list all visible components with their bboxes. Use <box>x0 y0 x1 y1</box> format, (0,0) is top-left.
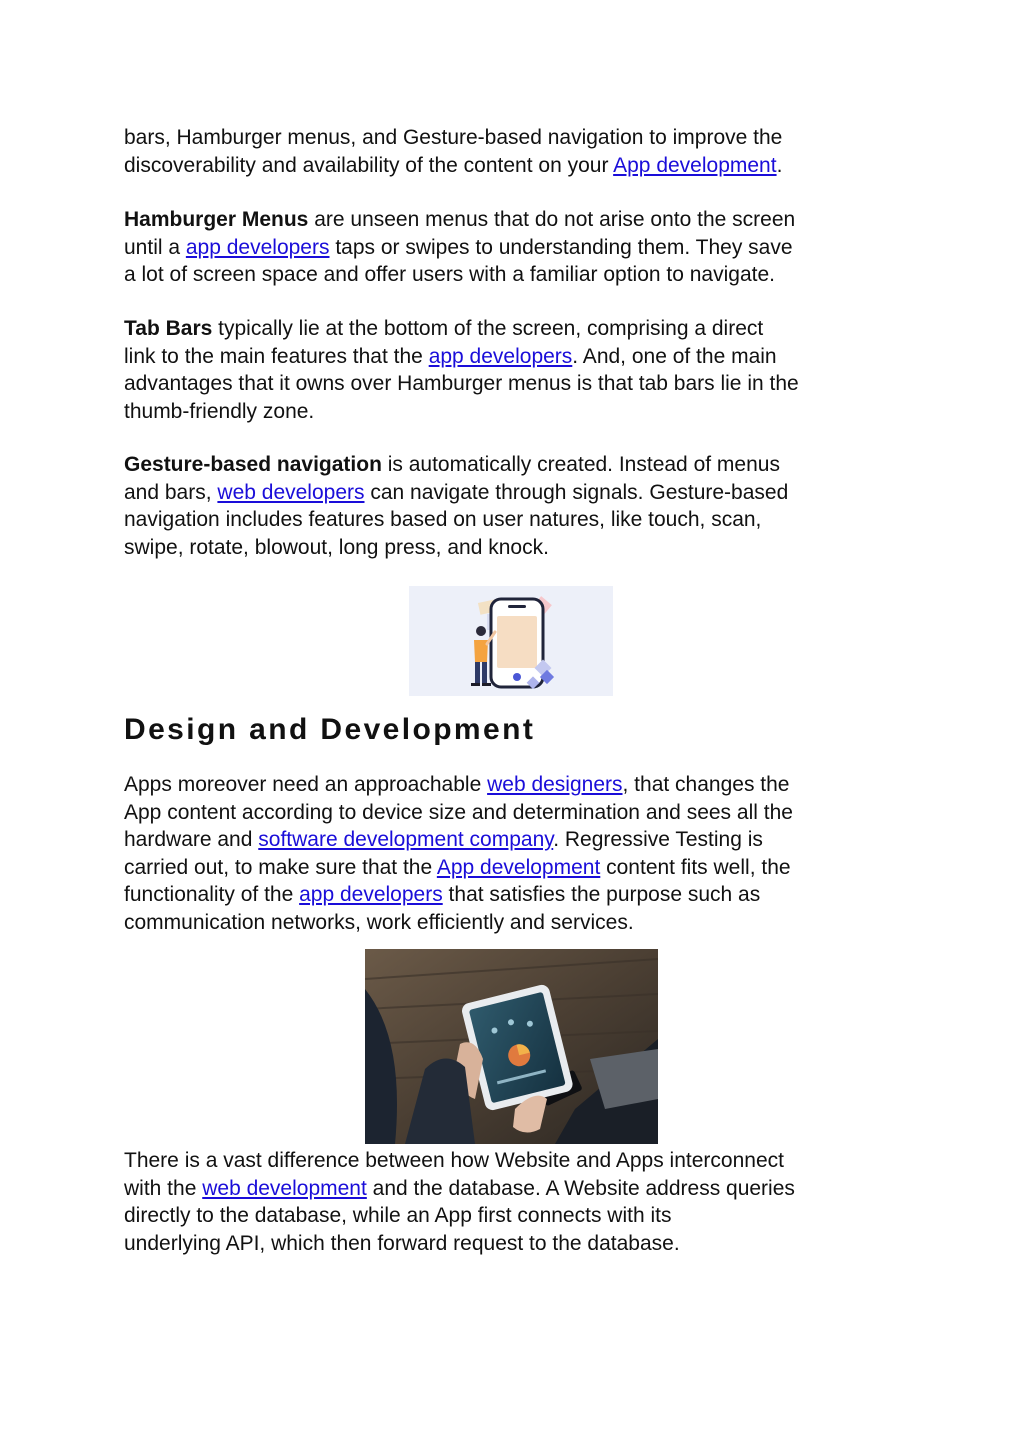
paragraph-website-vs-apps <box>124 1147 914 1257</box>
text-line: until a app developers taps or swipes to understanding them. They save <box>124 235 793 259</box>
text-line: a lot of screen space and offer users with a familiar option to navigate. <box>124 263 775 286</box>
paragraph-hamburger-menus <box>124 206 914 289</box>
text-line: thumb-friendly zone. <box>124 399 315 423</box>
link-software-development-company[interactable]: software development company <box>258 828 554 851</box>
text-line: hardware and software development company. Regressive Testing is <box>124 828 763 851</box>
text-line: bars, Hamburger menus, and Gesture-based navigation to improve the <box>124 126 783 149</box>
text-line: discoverability and availability of the content on your App development. <box>124 153 783 177</box>
text-line: navigation includes features based on user natures, like touch, scan, <box>124 508 762 531</box>
link-app-development[interactable]: App development <box>436 855 601 879</box>
text-line: Hamburger Menus are unseen menus that do not arise onto the screen <box>124 208 796 231</box>
link-web-designers[interactable]: web designers <box>487 773 623 796</box>
text-line: There is a vast difference between how Website and Apps interconnect <box>124 1149 784 1172</box>
text-line: swipe, rotate, blowout, long press, and knock. <box>124 535 549 559</box>
text-line: Apps moreover need an approachable web designers, that changes the <box>124 773 790 796</box>
term-hamburger-menus: Hamburger Menus <box>124 208 309 231</box>
paragraph-tab-bars <box>124 315 914 425</box>
text-line: underlying API, which then forward request to the database. <box>124 1231 680 1255</box>
paragraph-navigation-intro <box>124 124 914 179</box>
link-app-developers[interactable]: app developers <box>428 344 573 368</box>
text-line: communication networks, work efficiently and services. <box>124 910 634 934</box>
text-line: Gesture-based navigation is automatically created. Instead of menus <box>124 453 780 476</box>
paragraph-gesture-navigation <box>124 451 914 561</box>
link-app-developers[interactable]: app developers <box>299 883 443 906</box>
text-line: App content according to device size and determination and sees all the <box>124 800 793 824</box>
text-line: with the web development and the database. A Website address queries <box>124 1176 795 1200</box>
text-line: functionality of the app developers that satisfies the purpose such as <box>124 883 761 906</box>
link-web-development[interactable]: web development <box>202 1176 367 1200</box>
term-gesture-based-navigation: Gesture-based navigation <box>124 453 382 476</box>
link-app-development[interactable]: App development <box>613 153 777 177</box>
paragraph-design-development <box>124 771 914 936</box>
text-line: and bars, web developers can navigate through signals. Gesture-based <box>124 480 789 504</box>
link-web-developers[interactable]: web developers <box>217 480 365 504</box>
term-tab-bars: Tab Bars <box>124 317 213 340</box>
section-heading: Design and Development <box>124 713 536 746</box>
text-line: directly to the database, while an App first connects with its <box>124 1204 672 1227</box>
text-line: Tab Bars typically lie at the bottom of the screen, comprising a direct <box>124 317 764 340</box>
mobile-app-illustration <box>409 586 613 696</box>
text-line: carried out, to make sure that the App development content fits well, the <box>124 855 791 879</box>
link-app-developers[interactable]: app developers <box>185 235 330 259</box>
tablet-photo <box>365 949 658 1144</box>
text-line: link to the main features that the app developers. And, one of the main <box>124 344 777 368</box>
text-line: advantages that it owns over Hamburger menus is that tab bars lie in the <box>124 372 799 395</box>
